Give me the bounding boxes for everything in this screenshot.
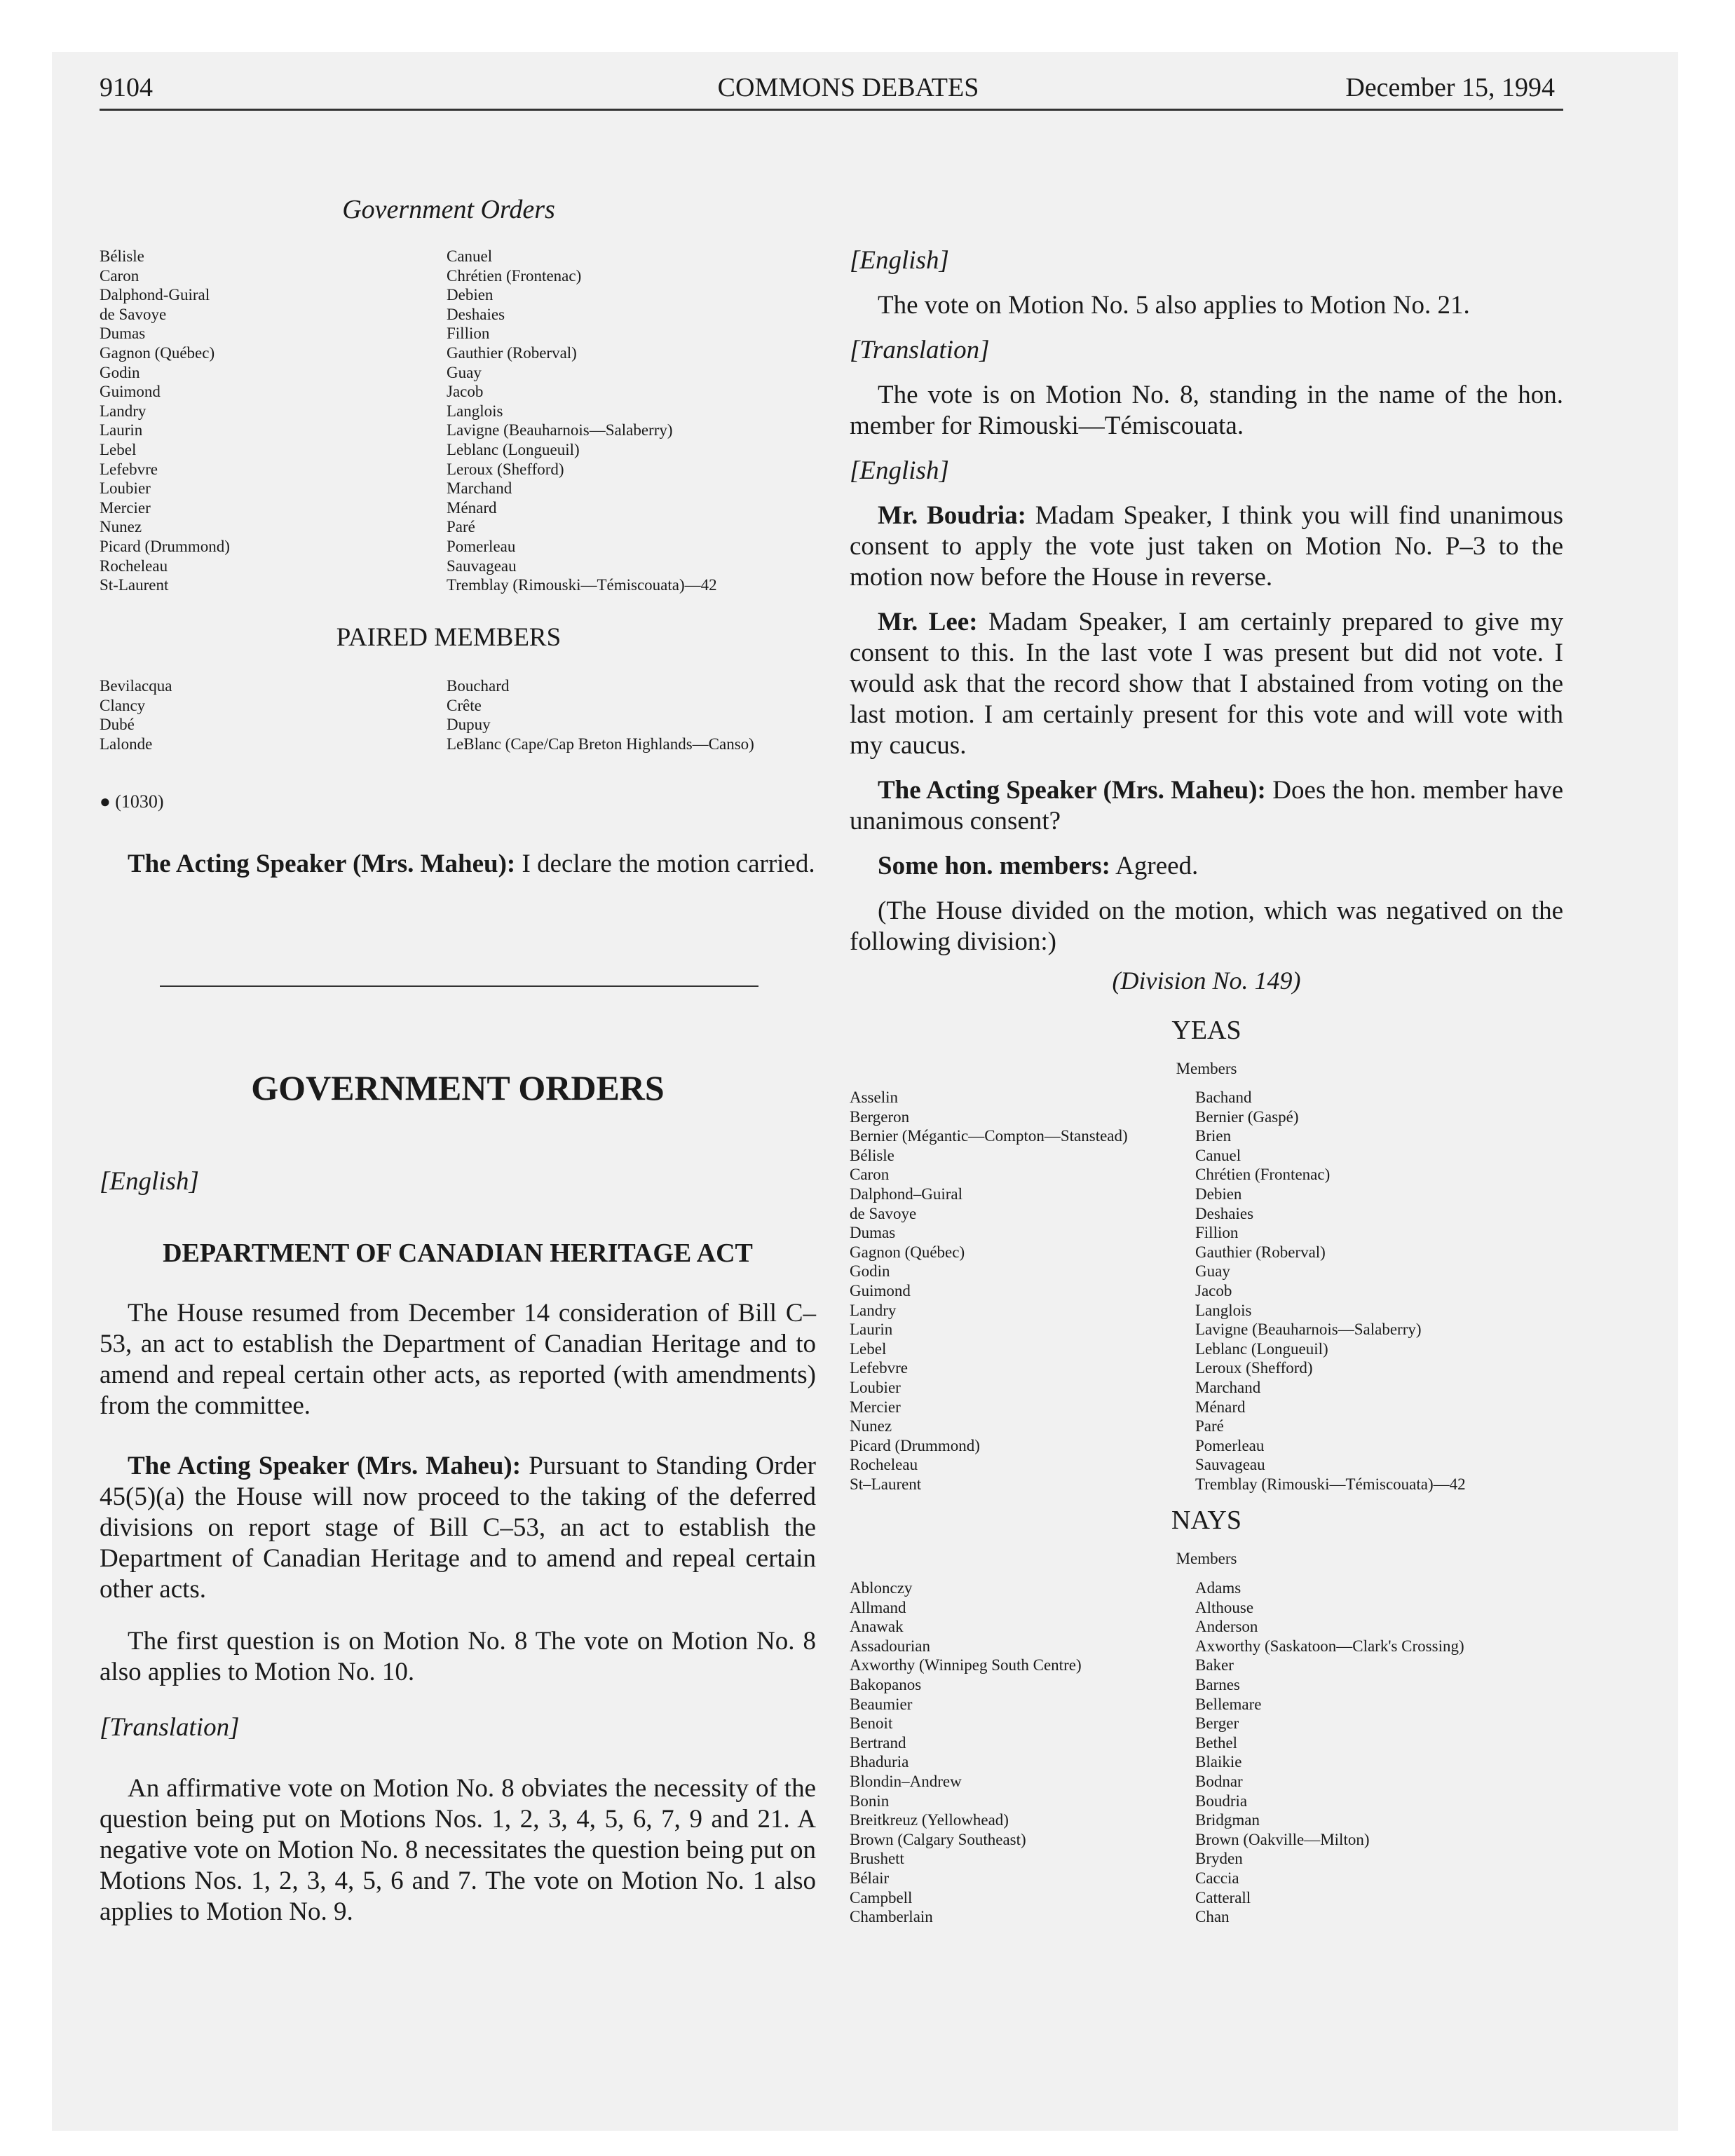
nays-list-col2 xyxy=(1195,1578,1464,1927)
page-number: 9104 xyxy=(100,73,153,102)
member-name: Bodnar xyxy=(1195,1772,1243,1790)
member-name: Dumas xyxy=(100,325,146,343)
member-name: Guimond xyxy=(100,383,161,401)
member-name: Debien xyxy=(447,286,494,304)
member-name: Assadourian xyxy=(850,1637,930,1655)
member-name: Chrétien (Frontenac) xyxy=(1195,1166,1331,1184)
member-name: Gagnon (Québec) xyxy=(100,343,215,362)
member-name: Ménard xyxy=(447,498,497,517)
member-name: Loubier xyxy=(100,479,151,498)
member-name: Canuel xyxy=(1195,1146,1241,1164)
time-marker: ● (1030) xyxy=(100,791,164,812)
yeas-list-col1 xyxy=(850,1088,1128,1494)
government-orders-heading: GOVERNMENT ORDERS xyxy=(251,1068,665,1107)
header-rule xyxy=(100,109,1563,111)
member-name: Brown (Oakville—Milton) xyxy=(1195,1830,1370,1848)
member-name: Nunez xyxy=(100,518,142,536)
member-name: Campbell xyxy=(850,1888,913,1906)
member-name: Adams xyxy=(1195,1579,1241,1597)
member-name: Allmand xyxy=(850,1598,906,1616)
speaker-statement: Madam Speaker, I think you will find unanimous consent to apply the vote just taken on Motion No. P–3 to the motion now before the House in reverse. xyxy=(850,501,1563,592)
nays-list-col1 xyxy=(100,247,230,595)
member-name: Baker xyxy=(1195,1656,1234,1674)
member-name: Tremblay (Rimouski—Témiscouata)—42 xyxy=(447,576,717,594)
member-name: Lefebvre xyxy=(850,1359,908,1377)
speaker-name: Mr. Boudria: xyxy=(878,501,1026,530)
member-name: Berger xyxy=(1195,1714,1239,1733)
member-name: Bélisle xyxy=(850,1146,894,1164)
member-name: Brown (Calgary Southeast) xyxy=(850,1830,1026,1848)
member-name: Loubier xyxy=(850,1378,901,1396)
member-name: Landry xyxy=(100,402,147,420)
member-name: Beaumier xyxy=(850,1695,913,1713)
member-name: Rocheleau xyxy=(850,1456,918,1474)
affirmative-vote-paragraph: An affirmative vote on Motion No. 8 obviates the necessity of the question being put on Motions Nos. 1, 2, 3, 4, 5, 6, 7, 9 and 21. A negative vote on Motion No. 8 necessitates the question being put on Motions Nos. 1, 2, 3, 4, 5, 6 and 7. The vote on Motion No. 1 also applies to Motion No. 9. xyxy=(100,1774,816,1926)
member-name: Tremblay (Rimouski—Témiscouata)—42 xyxy=(1195,1475,1466,1493)
speaker-statement: Madam Speaker, I am certainly prepared to give my consent to this. In the last vote I was present but did not vote. I would ask that the record show that I abstained from voting on the last motion. I am certainly present for this vote and will vote with my caucus. xyxy=(850,608,1563,760)
member-name: Dupuy xyxy=(447,716,491,734)
yeas-list-col2 xyxy=(1195,1088,1466,1494)
member-name: Lefebvre xyxy=(100,460,158,478)
member-name: Axworthy (Winnipeg South Centre) xyxy=(850,1656,1082,1674)
member-name: Guay xyxy=(1195,1262,1230,1281)
first-question-paragraph: The first question is on Motion No. 8 The vote on Motion No. 8 also applies to Motion No. 10. xyxy=(100,1627,816,1686)
member-name: Dubé xyxy=(100,716,135,734)
speaker-statement: Does the hon. member have unanimous consent? xyxy=(850,776,1563,835)
speaker-name: The Acting Speaker (Mrs. Maheu): xyxy=(128,850,516,878)
member-name: Barnes xyxy=(1195,1675,1240,1693)
member-name: Bachand xyxy=(1195,1089,1252,1106)
member-name: Leroux (Shefford) xyxy=(447,460,564,478)
member-name: Lalonde xyxy=(100,735,153,753)
member-name: Jacob xyxy=(447,383,484,401)
member-name: Bethel xyxy=(1195,1733,1238,1752)
speaker-declare-paragraph xyxy=(100,849,816,880)
house-resumed-paragraph: The House resumed from December 14 consideration of Bill C–53, an act to establish the Department of Canadian Heritage and to amend and repeal certain other acts, as reported (with amendments) from the committee. xyxy=(100,1299,816,1420)
language-tag-translation: [Translation] xyxy=(850,336,990,364)
member-name: Bernier (Gaspé) xyxy=(1195,1107,1299,1126)
member-name: Asselin xyxy=(850,1089,898,1106)
section-divider xyxy=(160,985,758,987)
member-name: Axworthy (Saskatoon—Clark's Crossing) xyxy=(1195,1637,1464,1655)
member-name: Bryden xyxy=(1195,1850,1243,1868)
vote-motion8-paragraph: The vote is on Motion No. 8, standing in the name of the hon. member for Rimouski—Témiscouata. xyxy=(850,381,1563,440)
language-tag-english: [English] xyxy=(100,1167,199,1196)
member-name: Bevilacqua xyxy=(100,677,172,695)
member-name: Deshaies xyxy=(1195,1204,1254,1222)
member-name: Clancy xyxy=(100,696,146,714)
member-name: Lebel xyxy=(850,1339,887,1358)
member-name: Ménard xyxy=(1195,1398,1246,1416)
member-name: Picard (Drummond) xyxy=(100,537,230,555)
member-name: Gauthier (Roberval) xyxy=(1195,1243,1326,1261)
member-name: Dalphond–Guiral xyxy=(850,1185,962,1203)
member-name: Althouse xyxy=(1195,1598,1254,1616)
member-name: Jacob xyxy=(1195,1281,1232,1299)
act-heading: DEPARTMENT OF CANADIAN HERITAGE ACT xyxy=(163,1239,753,1268)
member-name: Pomerleau xyxy=(1195,1436,1265,1454)
left-text-block-5 xyxy=(100,1773,816,1928)
speaker-statement: I declare the motion carried. xyxy=(515,850,815,878)
member-name: Caron xyxy=(100,266,140,285)
member-name: Bouchard xyxy=(447,677,510,695)
member-name: Marchand xyxy=(447,479,512,498)
member-name: Bonin xyxy=(850,1792,890,1810)
paired-members-heading: PAIRED MEMBERS xyxy=(336,623,562,652)
member-name: Catterall xyxy=(1195,1888,1251,1906)
member-name: Guay xyxy=(447,363,482,381)
member-name: Brien xyxy=(1195,1127,1232,1145)
member-name: Langlois xyxy=(1195,1301,1252,1319)
member-name: Gauthier (Roberval) xyxy=(447,343,577,362)
member-name: Landry xyxy=(850,1301,897,1319)
member-name: Blaikie xyxy=(1195,1753,1242,1771)
speaker-statement: Pursuant to Standing Order 45(5)(a) the House will now proceed to the taking of the deferred divisions on report stage of Bill C–53, an act to establish the Department of Canadian Heritage and to amend and repeal certain other acts. xyxy=(100,1452,816,1604)
member-name: Ablonczy xyxy=(850,1579,913,1597)
member-name: Nunez xyxy=(850,1417,892,1435)
member-name: Debien xyxy=(1195,1185,1242,1203)
member-name: Langlois xyxy=(447,402,503,420)
member-name: Leroux (Shefford) xyxy=(1195,1359,1313,1377)
member-name: Lebel xyxy=(100,440,137,458)
member-name: Bellemare xyxy=(1195,1695,1262,1713)
language-tag-translation: [Translation] xyxy=(100,1713,240,1742)
member-name: Bélair xyxy=(850,1869,890,1887)
speaker-name: The Acting Speaker (Mrs. Maheu): xyxy=(878,776,1266,805)
member-name: Pomerleau xyxy=(447,537,516,555)
member-name: Lavigne (Beauharnois—Salaberry) xyxy=(1195,1321,1422,1339)
member-name: Leblanc (Longueuil) xyxy=(447,440,580,458)
member-name: Sauvageau xyxy=(447,557,517,575)
division-number: (Division No. 149) xyxy=(1112,967,1301,995)
member-name: Boudria xyxy=(1195,1792,1248,1810)
member-name: Paré xyxy=(1195,1417,1224,1435)
member-name: Anawak xyxy=(850,1618,904,1636)
language-tag-english: [English] xyxy=(850,456,949,485)
member-name: Breitkreuz (Yellowhead) xyxy=(850,1811,1009,1829)
member-name: Laurin xyxy=(850,1321,893,1339)
member-name: Sauvageau xyxy=(1195,1456,1265,1474)
paired-list-col2 xyxy=(447,676,754,753)
running-title: COMMONS DEBATES xyxy=(717,73,979,102)
member-name: Guimond xyxy=(850,1281,911,1299)
left-text-block-2 xyxy=(100,1298,816,1421)
member-name: Chan xyxy=(1195,1908,1230,1926)
member-name: LeBlanc (Cape/Cap Breton Highlands—Canso) xyxy=(447,735,754,753)
speaker-name: The Acting Speaker (Mrs. Maheu): xyxy=(128,1452,522,1480)
member-name: Mercier xyxy=(850,1398,901,1416)
member-name: Gagnon (Québec) xyxy=(850,1243,965,1261)
member-name: de Savoye xyxy=(100,305,167,323)
member-name: Laurin xyxy=(100,421,143,439)
boudria-paragraph xyxy=(850,500,1563,593)
section-italic-heading: Government Orders xyxy=(342,195,555,224)
member-name: Bhaduria xyxy=(850,1753,909,1771)
left-text-block-4 xyxy=(100,1626,816,1688)
member-name: Leblanc (Longueuil) xyxy=(1195,1339,1328,1358)
member-name: Fillion xyxy=(1195,1224,1239,1242)
member-name: Mercier xyxy=(100,498,151,517)
nays-list-col2 xyxy=(447,247,717,595)
running-date: December 15, 1994 xyxy=(1345,73,1555,102)
paired-list-col1 xyxy=(100,676,172,753)
language-tag-english: [English] xyxy=(850,246,949,275)
lee-paragraph xyxy=(850,607,1563,761)
left-text-block-1 xyxy=(100,849,816,880)
member-name: Brushett xyxy=(850,1850,904,1868)
member-name: Lavigne (Beauharnois—Salaberry) xyxy=(447,421,673,439)
members-label: Members xyxy=(1176,1060,1237,1077)
members-label: Members xyxy=(1176,1550,1237,1567)
house-divided-paragraph: (The House divided on the motion, which was negatived on the following division:) xyxy=(850,896,1563,956)
member-name: St–Laurent xyxy=(850,1475,922,1493)
member-name: Bridgman xyxy=(1195,1811,1260,1829)
member-name: Chrétien (Frontenac) xyxy=(447,266,582,285)
member-name: de Savoye xyxy=(850,1204,917,1222)
member-name: Caccia xyxy=(1195,1869,1239,1887)
member-name: Fillion xyxy=(447,325,490,343)
nays-list-col1 xyxy=(850,1578,1082,1927)
yeas-heading: YEAS xyxy=(1171,1016,1241,1045)
member-name: Dumas xyxy=(850,1224,896,1242)
member-name: Dalphond-Guiral xyxy=(100,286,210,304)
member-name: Godin xyxy=(100,363,140,381)
member-name: Blondin–Andrew xyxy=(850,1772,962,1790)
member-name: Deshaies xyxy=(447,305,505,323)
speaker-statement: Agreed. xyxy=(1110,852,1199,880)
member-name: Paré xyxy=(447,518,475,536)
deferred-divisions-paragraph xyxy=(100,1451,816,1605)
member-name: Caron xyxy=(850,1166,890,1184)
member-name: Picard (Drummond) xyxy=(850,1436,980,1454)
member-name: St-Laurent xyxy=(100,576,169,594)
member-name: Chamberlain xyxy=(850,1908,933,1926)
member-name: Bélisle xyxy=(100,247,144,265)
vote-motion5-paragraph: The vote on Motion No. 5 also applies to Motion No. 21. xyxy=(878,291,1470,320)
member-name: Bergeron xyxy=(850,1107,910,1126)
member-name: Godin xyxy=(850,1262,890,1281)
member-name: Canuel xyxy=(447,247,493,265)
member-name: Benoit xyxy=(850,1714,893,1733)
speaker-name: Some hon. members: xyxy=(878,852,1110,880)
right-text-block xyxy=(850,245,1563,957)
nays-heading: NAYS xyxy=(1171,1506,1241,1535)
agreed-paragraph xyxy=(850,851,1563,882)
member-name: Marchand xyxy=(1195,1378,1261,1396)
left-text-block-3 xyxy=(100,1451,816,1605)
speaker-name: Mr. Lee: xyxy=(878,608,978,636)
member-name: Bernier (Mégantic—Compton—Stanstead) xyxy=(850,1127,1128,1145)
member-name: Crête xyxy=(447,696,482,714)
member-name: Bakopanos xyxy=(850,1675,922,1693)
member-name: Bertrand xyxy=(850,1733,906,1752)
member-name: Rocheleau xyxy=(100,557,168,575)
unanimous-consent-paragraph xyxy=(850,775,1563,837)
member-name: Anderson xyxy=(1195,1618,1258,1636)
